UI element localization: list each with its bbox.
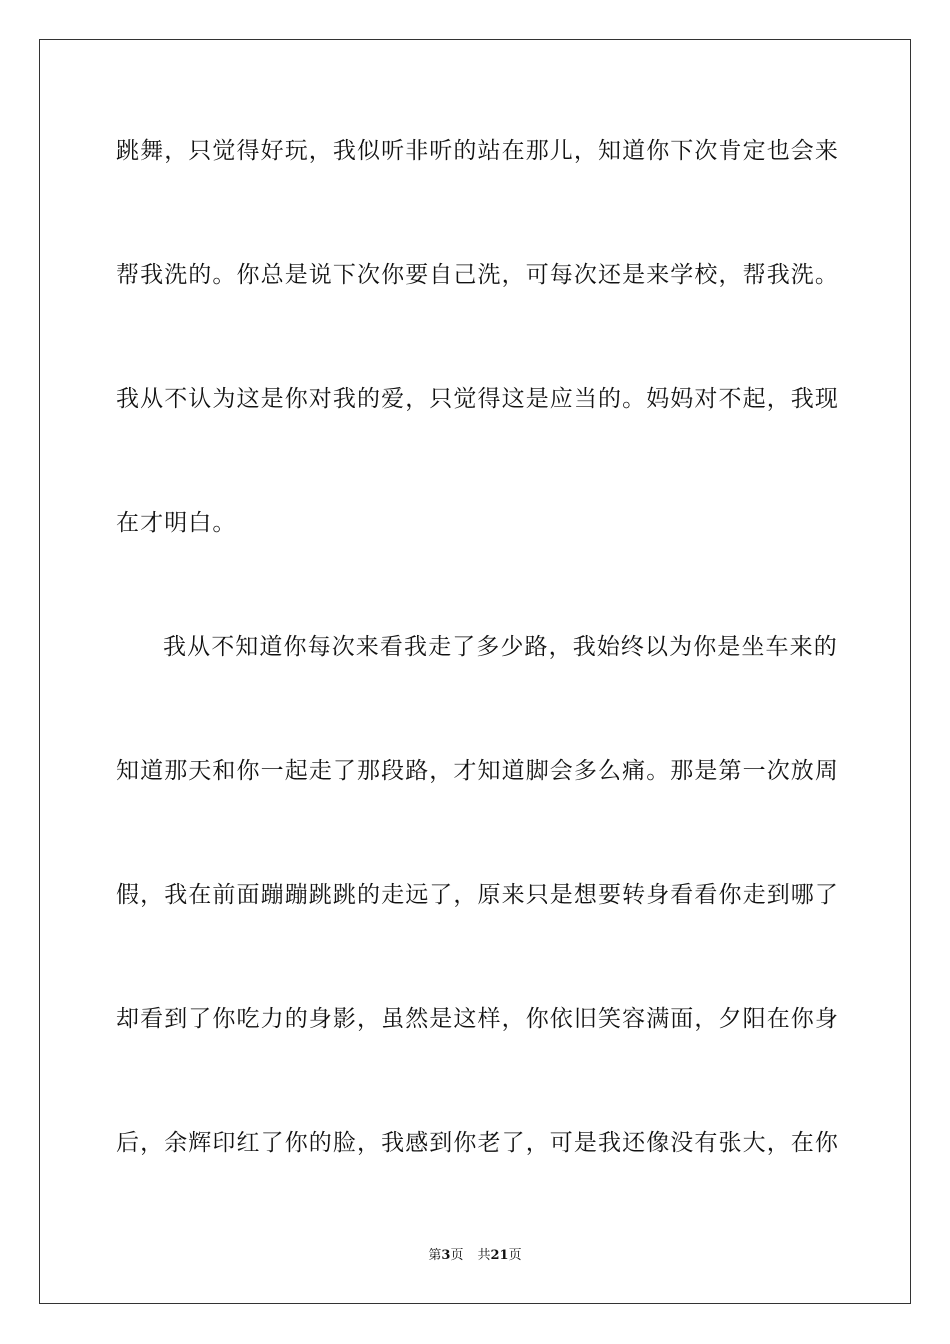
footer-page-prefix: 第	[428, 1248, 442, 1263]
footer-total-suffix: 页	[508, 1248, 522, 1263]
page-border	[39, 39, 911, 1304]
footer-page-suffix: 页	[450, 1248, 464, 1263]
text-line-2: 帮我洗的。你总是说下次你要自己洗，可每次还是来学校，帮我洗。	[116, 262, 839, 288]
text-line-4: 在才明白。	[116, 510, 237, 536]
text-line-8: 却看到了你吃力的身影，虽然是这样，你依旧笑容满面，夕阳在你身	[116, 1006, 839, 1032]
footer-total-prefix: 共	[477, 1248, 491, 1263]
text-line-6: 知道那天和你一起走了那段路，才知道脚会多么痛。那是第一次放周	[116, 758, 839, 784]
text-line-7: 假，我在前面蹦蹦跳跳的走远了，原来只是想要转身看看你走到哪了	[116, 882, 839, 908]
text-line-1: 跳舞，只觉得好玩，我似听非听的站在那儿，知道你下次肯定也会来	[116, 138, 839, 164]
text-line-9: 后，余辉印红了你的脸，我感到你老了，可是我还像没有张大，在你	[116, 1130, 839, 1156]
text-line-5-paragraph-start: 我从不知道你每次来看我走了多少路，我始终以为你是坐车来的	[163, 634, 838, 660]
page-footer	[0, 1248, 950, 1264]
footer-total-number: 21	[490, 1248, 509, 1263]
footer-page-number: 3	[441, 1248, 451, 1263]
text-line-3: 我从不认为这是你对我的爱，只觉得这是应当的。妈妈对不起，我现	[116, 386, 839, 412]
